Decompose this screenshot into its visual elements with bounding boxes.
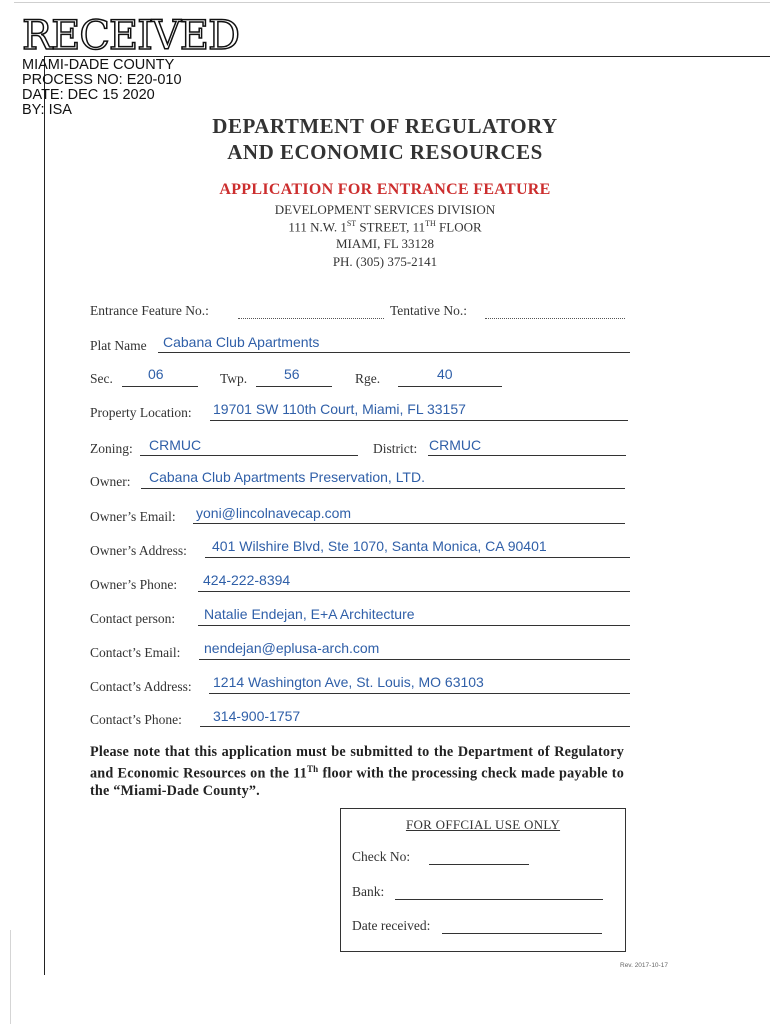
note-floor-suffix: Th <box>306 764 319 774</box>
section-value: 06 <box>148 366 164 382</box>
date-received-label: Date received: <box>352 918 431 933</box>
division-name: DEVELOPMENT SERVICES DIVISION <box>274 202 496 217</box>
owner-phone-field[interactable] <box>198 591 630 592</box>
revision-label: Rev. 2017-10-17 <box>620 962 668 969</box>
owner-field[interactable] <box>141 488 625 489</box>
tentative-field[interactable] <box>485 318 625 319</box>
township-value: 56 <box>284 366 300 382</box>
contact-email-field[interactable] <box>199 659 630 660</box>
page-edge-top <box>14 2 770 3</box>
bank-field[interactable] <box>395 899 603 900</box>
date-received-field[interactable] <box>442 933 602 934</box>
property-location-label: Property Location: <box>90 405 192 420</box>
range-field[interactable] <box>398 386 502 387</box>
owner-label: Owner: <box>90 474 131 489</box>
floor-label: FLOOR <box>435 219 482 235</box>
contact-address-value: 1214 Washington Ave, St. Louis, MO 63103 <box>213 674 484 690</box>
received-stamp-details <box>22 58 182 118</box>
section-label: Sec. <box>90 371 113 386</box>
plat-name-field[interactable] <box>158 352 630 353</box>
contact-email-value: nendejan@eplusa-arch.com <box>204 640 380 656</box>
owner-email-field[interactable] <box>193 523 625 524</box>
note-text-end: floor with the processing check made payable to the “Miami-Dade County”. <box>90 765 624 799</box>
stamp-received-by: BY: ISA <box>22 102 72 118</box>
entrance-feature-field[interactable] <box>238 318 384 319</box>
street-suffix: ST <box>346 219 357 228</box>
section-field[interactable] <box>122 386 198 387</box>
tentative-label: Tentative No.: <box>390 303 468 318</box>
division-phone: PH. (305) 375-2141 <box>332 254 438 269</box>
official-use-title: FOR OFFCIAL USE ONLY <box>405 817 561 832</box>
department-title-line2: AND ECONOMIC RESOURCES <box>227 140 543 164</box>
official-use-box <box>340 808 626 952</box>
department-title-line1: DEPARTMENT OF REGULATORY <box>212 114 558 138</box>
contact-phone-field[interactable] <box>200 726 630 727</box>
floor-suffix: TH <box>425 219 436 228</box>
contact-address-field[interactable] <box>209 693 630 694</box>
division-street <box>150 219 620 235</box>
submission-note <box>90 744 624 800</box>
entrance-feature-label: Entrance Feature No.: <box>90 303 209 318</box>
owner-phone-label: Owner’s Phone: <box>90 577 178 592</box>
division-city: MIAMI, FL 33128 <box>335 236 435 251</box>
zoning-field[interactable] <box>140 455 358 456</box>
owner-address-label: Owner’s Address: <box>90 543 187 558</box>
page-edge-left <box>10 930 11 1024</box>
owner-value: Cabana Club Apartments Preservation, LTD. <box>149 469 425 485</box>
contact-person-field[interactable] <box>198 625 630 626</box>
contact-phone-label: Contact’s Phone: <box>90 712 182 727</box>
township-field[interactable] <box>256 386 332 387</box>
contact-phone-value: 314-900-1757 <box>213 708 301 724</box>
check-number-label: Check No: <box>352 849 411 864</box>
street-number: 111 N.W. 1 <box>288 219 347 235</box>
application-title: APPLICATION FOR ENTRANCE FEATURE <box>219 181 551 198</box>
owner-phone-value: 424-222-8394 <box>203 572 291 588</box>
plat-name-value: Cabana Club Apartments <box>163 334 320 350</box>
district-field[interactable] <box>428 455 626 456</box>
township-label: Twp. <box>220 371 248 386</box>
received-stamp-title: RECEIVED <box>22 13 240 59</box>
bank-label: Bank: <box>352 884 385 899</box>
zoning-label: Zoning: <box>90 441 133 456</box>
owner-email-label: Owner’s Email: <box>90 509 176 524</box>
street-name: STREET, 11 <box>356 219 426 235</box>
check-number-field[interactable] <box>429 864 529 865</box>
range-value: 40 <box>437 366 453 382</box>
owner-email-value: yoni@lincolnavecap.com <box>196 505 352 521</box>
district-value: CRMUC <box>429 437 482 453</box>
stamp-date: DATE: DEC 15 2020 <box>22 87 155 103</box>
contact-email-label: Contact’s Email: <box>90 645 181 660</box>
stamp-county: MIAMI-DADE COUNTY <box>22 57 175 73</box>
property-location-field[interactable] <box>210 420 628 421</box>
district-label: District: <box>373 441 418 456</box>
plat-name-label: Plat Name <box>90 338 147 353</box>
note-text-start: Please note that this application must be submitted to the Department of Regulatory and Economic Resources on the 11 <box>90 744 624 782</box>
stamp-process-number: PROCESS NO: E20-010 <box>22 72 182 88</box>
range-label: Rge. <box>355 371 381 386</box>
contact-person-label: Contact person: <box>90 611 176 626</box>
owner-address-value: 401 Wilshire Blvd, Ste 1070, Santa Monica, CA 90401 <box>212 538 547 554</box>
contact-address-label: Contact’s Address: <box>90 679 192 694</box>
zoning-value: CRMUC <box>149 437 202 453</box>
owner-address-field[interactable] <box>205 557 630 558</box>
property-location-value: 19701 SW 110th Court, Miami, FL 33157 <box>213 401 466 417</box>
contact-person-value: Natalie Endejan, E+A Architecture <box>204 606 415 622</box>
